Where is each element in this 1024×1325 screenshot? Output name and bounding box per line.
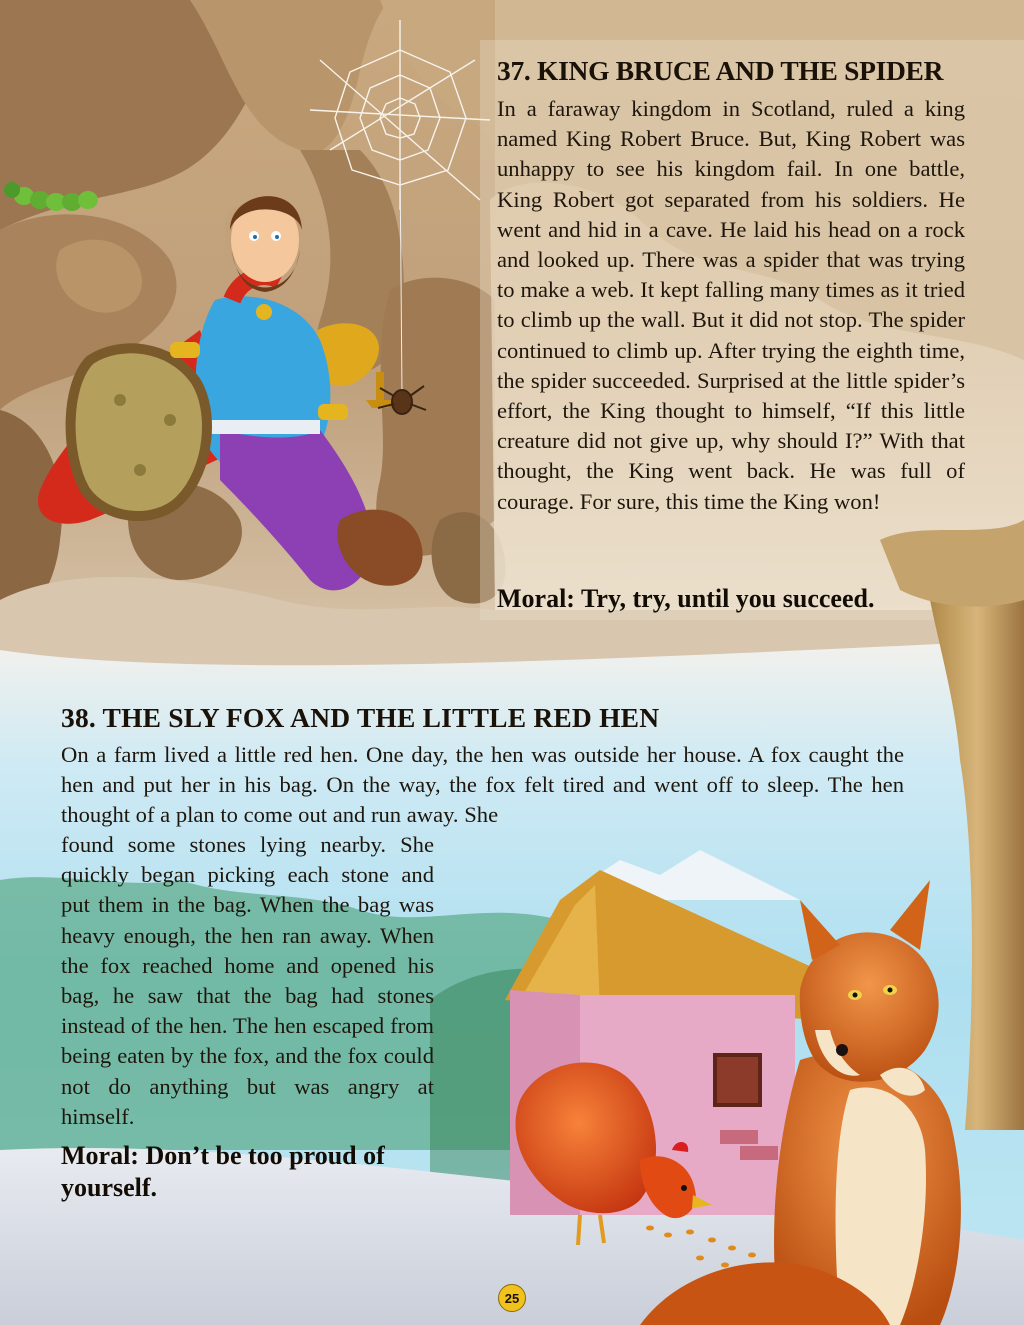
story-moral: Moral: Try, try, until you succeed. [497,584,875,613]
story-title: 38. THE SLY FOX AND THE LITTLE RED HEN [61,702,660,733]
story-text: On a farm lived a little red hen. One day, the hen was outside her house. A fox caught the hen and put her in his bag. On the way, the fox felt tired and went off to sleep. The hen thought of a plan to come out and run away. She [61,742,904,828]
story-text: found some stones lying nearby. She quickly began picking each stone and put them in the bag. When the bag was heavy enough, the hen ran away. When the fox reached home and opened his bag, he saw that the bag had stones instead of the hen. The hen escaped from being eaten by the fox, and the fox could not do anything but was angry at himself. [61,832,434,1129]
story-text: In a faraway kingdom in Scotland, ruled a king named King Robert Bruce. But, King Robert was unhappy to see his kingdom fail. In one battle, King Robert got separated from his soldiers. He went and hid in a cave. He laid his head on a rock and looked up. There was a spider that was trying to make a web. It kept falling many times as it tried to climb up the wall. But it did not stop. The spider continued to climb up. After trying the eighth time, the spider succeeded. Surprised at the little spider’s effort, the King thought to himself, “If this little creature did not give up, why should I?” With that thought, the King went back. He was full of courage. For sure, this time the King won! [497,96,965,514]
story-moral: Moral: Don’t be too proud of yourself. [61,1141,385,1202]
page-number: 25 [498,1284,526,1312]
story-title: 37. KING BRUCE AND THE SPIDER [497,55,944,86]
